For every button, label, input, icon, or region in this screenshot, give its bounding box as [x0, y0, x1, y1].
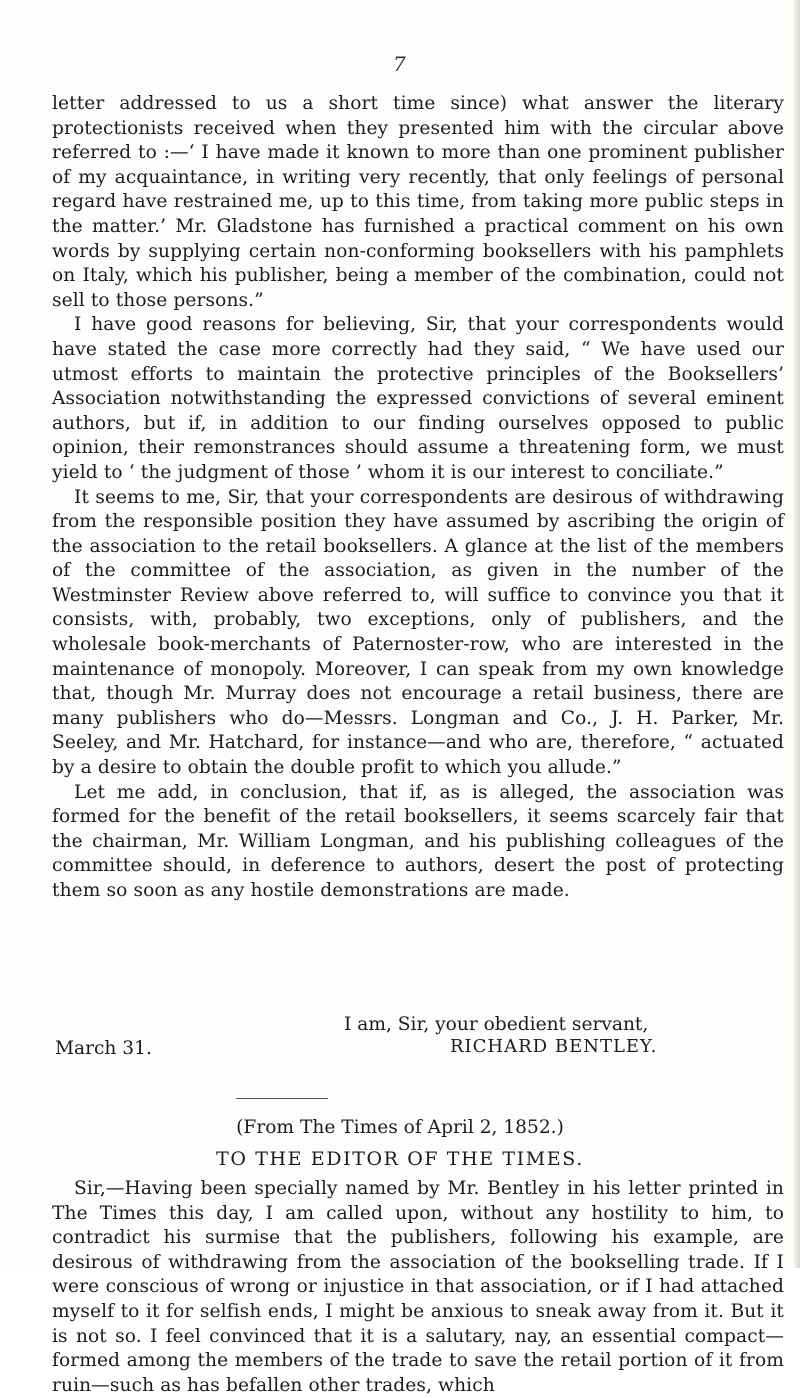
- page-edge: [794, 0, 800, 1268]
- paragraph: It seems to me, Sir, that your correspondents are desirous of withdrawing from the responsible position they have assumed by ascribing the origin of the association to the retail booksellers. A glance at the list of the members of the committee of the association, as given in the number of the Westminster Review above referred to, will suffice to convince you that it consists, with, probably, two exceptions, only of publishers, and the wholesale book-merchants of Paternoster-row, who are interested in the maintenance of monopoly. Moreover, I can speak from my own knowledge that, though Mr. Murray does not encourage a retail business, there are many publishers who do—Messrs. Longman and Co., J. H. Parker, Mr. Seeley, and Mr. Hatchard, for instance—and who are, therefore, “ actuated by a desire to obtain the double profit to which you allude.”: [52, 486, 784, 779]
- paragraph: I have good reasons for believing, Sir, that your correspondents would have stated the case more correctly had they said, “ We have used our utmost efforts to maintain the protective principles of the Booksellers’ Association notwithstanding the expressed convictions of several eminent authors, but if, in addition to our finding ourselves opposed to public opinion, their remonstrances should assume a threatening form, we must yield to ‘ the judgment of those ’ whom it is our interest to conciliate.”: [52, 314, 784, 483]
- source-citation: (From The Times of April 2, 1852.): [236, 1117, 564, 1138]
- closing-salutation: I am, Sir, your obedient servant,: [344, 1014, 649, 1035]
- paragraph: Sir,—Having been specially named by Mr. Bentley in his letter printed in The Times this day, I am called upon, without any hostility to him, to contradict his surmise that the publishers, following his example, are desirous of withdrawing from the association of the bookselling trade. If I were conscious of wrong or injustice in that association, or if I had attached myself to it for selfish ends, I might be anxious to sneak away from it. But it is not so. I feel convinced that it is a salutary, nay, an essential compact—formed among the members of the trade to save the retail portion of it from ruin—such as has befallen other trades, which: [52, 1178, 784, 1396]
- section-divider: [236, 1098, 328, 1099]
- paragraph: letter addressed to us a short time since) what answer the literary protectionists received when they presented him with the circular above referred to :—‘ I have made it known to more than one prominent publisher of my acquaintance, in writing very recently, that only feelings of personal regard have restrained me, up to this time, from taking more public steps in the matter.’ Mr. Gladstone has furnished a practical comment on his own words by supplying certain non-conforming booksellers with his pamphlets on Italy, which his publisher, being a member of the combination, could not sell to those persons.”: [52, 93, 784, 311]
- letter-bentley: [52, 92, 784, 904]
- signature: RICHARD BENTLEY.: [450, 1036, 658, 1057]
- letter-heading: TO THE EDITOR OF THE TIMES.: [216, 1148, 584, 1170]
- letter-date: March 31.: [55, 1038, 152, 1059]
- paragraph: Let me add, in conclusion, that if, as is alleged, the association was formed for the benefit of the retail booksellers, it seems scarcely fair that the chairman, Mr. William Longman, and his publishing colleagues of the committee should, in deference to authors, desert the post of protecting them so soon as any hostile demonstrations are made.: [52, 781, 784, 901]
- letter-longman: [52, 1177, 784, 1398]
- page-number: 7: [393, 52, 406, 76]
